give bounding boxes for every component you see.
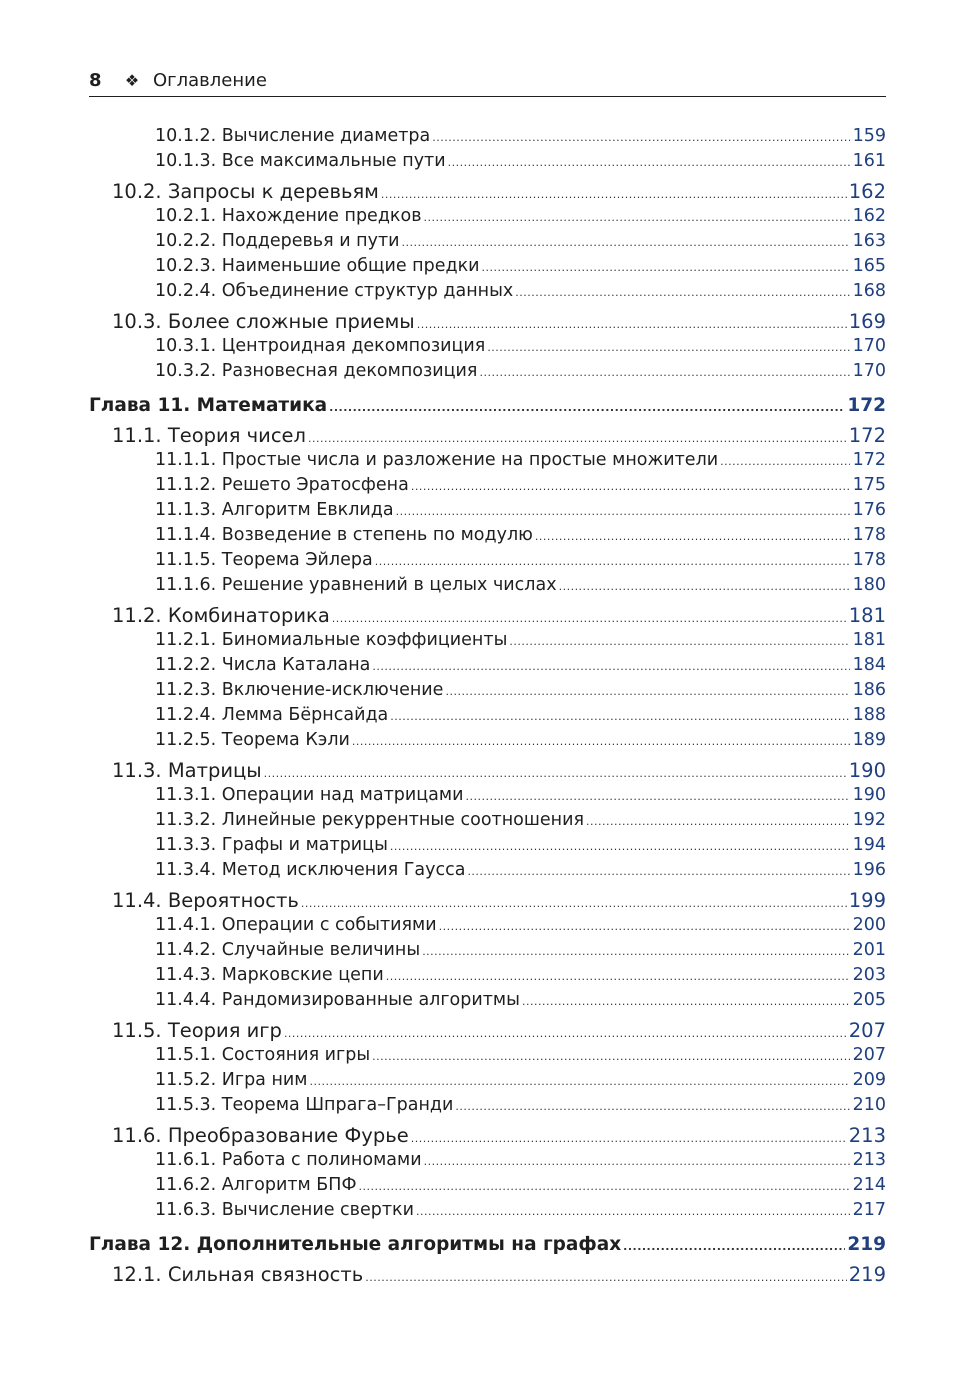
toc-entry-section <box>89 758 886 783</box>
toc-entry-sub <box>89 988 886 1013</box>
toc-page-number: 162 <box>852 206 886 226</box>
toc-entry-sub <box>89 938 886 963</box>
toc-page-number: 169 <box>848 310 886 333</box>
dot-leader <box>329 395 845 420</box>
toc-entry-sub <box>89 808 886 833</box>
toc-entry-sub <box>89 573 886 598</box>
toc-page-number: 200 <box>852 915 886 935</box>
toc-entry-title: 11.5.1. Состояния игры <box>155 1045 371 1065</box>
toc-entry-title: 11.6.2. Алгоритм БПФ <box>155 1175 357 1195</box>
toc-entry-sub <box>89 229 886 254</box>
toc-page-number: 194 <box>852 835 886 855</box>
toc-entry-section <box>89 888 886 913</box>
toc-entry-title: 10.3.1. Центроидная декомпозиция <box>155 336 486 356</box>
toc-entry-title: 11.3.2. Линейные рекуррентные соотношения <box>155 810 584 830</box>
toc-entry-title: 11.4. Вероятность <box>112 889 299 912</box>
toc-entry-sub <box>89 628 886 653</box>
toc-page-number: 186 <box>852 680 886 700</box>
toc-page-number: 180 <box>852 575 886 595</box>
toc-page-number: 165 <box>852 256 886 276</box>
dot-leader <box>396 499 850 524</box>
toc-entry-sub <box>89 448 886 473</box>
toc-page-number: 181 <box>852 630 886 650</box>
toc-page-number: 172 <box>847 395 886 416</box>
toc-entry-title: 10.2.1. Нахождение предков <box>155 206 422 226</box>
toc-entry-title: 11.1.5. Теорема Эйлера <box>155 550 373 570</box>
toc-page-number: 168 <box>852 281 886 301</box>
dot-leader <box>411 1126 847 1151</box>
toc-entry-title: 11.5.2. Игра ним <box>155 1070 308 1090</box>
toc-entry-title: 10.3. Более сложные приемы <box>112 310 415 333</box>
dot-leader <box>559 574 850 599</box>
page-number: 8 <box>89 70 102 91</box>
toc-page-number: 176 <box>852 500 886 520</box>
dot-leader <box>522 989 850 1014</box>
toc-entry-title: 11.1.6. Решение уравнений в целых числах <box>155 575 557 595</box>
toc-entry-sub <box>89 473 886 498</box>
dot-leader <box>439 914 850 939</box>
dot-leader <box>372 1044 850 1069</box>
dot-leader <box>479 360 850 385</box>
toc-entry-title: 11.6.3. Вычисление свертки <box>155 1200 414 1220</box>
dot-leader <box>586 809 850 834</box>
toc-page-number: 163 <box>852 231 886 251</box>
dot-leader <box>482 255 850 280</box>
dot-leader <box>467 859 850 884</box>
running-header <box>89 70 886 97</box>
dot-leader <box>422 939 850 964</box>
dot-leader <box>535 524 850 549</box>
dot-leader <box>416 1199 850 1224</box>
dot-leader <box>487 335 850 360</box>
toc-entry-title: 11.1.4. Возведение в степень по модулю <box>155 525 533 545</box>
toc-entry-sub <box>89 359 886 384</box>
dot-leader <box>309 1069 850 1094</box>
dot-leader <box>432 125 850 150</box>
toc-entry-title: 11.2.5. Теорема Кэли <box>155 730 350 750</box>
dot-leader <box>445 679 850 704</box>
dot-leader <box>375 549 850 574</box>
toc-page-number: 219 <box>848 1263 886 1286</box>
toc-page-number: 189 <box>852 730 886 750</box>
toc-entry-title: 11.4.3. Марковские цепи <box>155 965 384 985</box>
toc-page-number: 181 <box>848 604 886 627</box>
dot-leader <box>424 1149 850 1174</box>
toc-entry-sub <box>89 334 886 359</box>
toc-entry-title: 11.2. Комбинаторика <box>112 604 330 627</box>
toc-entry-section <box>89 309 886 334</box>
toc-entry-title: 10.2. Запросы к деревьям <box>112 180 379 203</box>
dot-leader <box>448 150 850 175</box>
toc-entry-title: 11.3.4. Метод исключения Гаусса <box>155 860 466 880</box>
ornament-icon: ❖ <box>124 71 140 90</box>
toc-page-number: 213 <box>848 1124 886 1147</box>
toc-entry-title: 11.1.2. Решето Эратосфена <box>155 475 409 495</box>
toc-page-number: 178 <box>852 525 886 545</box>
dot-leader <box>515 280 850 305</box>
toc-page-number: 188 <box>852 705 886 725</box>
toc-entry-sub <box>89 149 886 174</box>
toc-entry-sub <box>89 858 886 883</box>
table-of-contents <box>89 124 886 1287</box>
toc-entry-title: 11.2.2. Числа Каталана <box>155 655 371 675</box>
toc-entry-title: 11.4.4. Рандомизированные алгоритмы <box>155 990 520 1010</box>
toc-entry-sub <box>89 279 886 304</box>
toc-entry-title: 11.3.3. Графы и матрицы <box>155 835 388 855</box>
dot-leader <box>623 1234 845 1259</box>
toc-page-number: 190 <box>848 759 886 782</box>
dot-leader <box>352 729 850 754</box>
toc-page-number: 192 <box>852 810 886 830</box>
toc-entry-sub <box>89 1043 886 1068</box>
toc-entry-sub <box>89 254 886 279</box>
toc-page-number: 172 <box>852 450 886 470</box>
toc-page-number: 213 <box>852 1150 886 1170</box>
toc-entry-section <box>89 1262 886 1287</box>
dot-leader <box>509 629 850 654</box>
toc-entry-title: 11.2.3. Включение-исключение <box>155 680 444 700</box>
toc-page-number: 172 <box>848 424 886 447</box>
toc-page-number: 205 <box>852 990 886 1010</box>
toc-page-number: 207 <box>852 1045 886 1065</box>
toc-entry-chapter <box>89 393 886 418</box>
toc-entry-sub <box>89 204 886 229</box>
dot-leader <box>359 1174 850 1199</box>
dot-leader <box>390 834 850 859</box>
dot-leader <box>465 784 850 809</box>
toc-page-number: 190 <box>852 785 886 805</box>
toc-entry-sub <box>89 703 886 728</box>
toc-entry-title: Глава 11. Математика <box>89 395 328 416</box>
toc-entry-sub <box>89 728 886 753</box>
toc-entry-sub <box>89 653 886 678</box>
toc-entry-sub <box>89 913 886 938</box>
dot-leader <box>365 1265 847 1290</box>
toc-entry-sub <box>89 963 886 988</box>
toc-entry-sub <box>89 833 886 858</box>
toc-page-number: 196 <box>852 860 886 880</box>
dot-leader <box>386 964 850 989</box>
toc-page-number: 159 <box>852 126 886 146</box>
toc-entry-title: 11.4.1. Операции с событиями <box>155 915 437 935</box>
toc-entry-chapter <box>89 1232 886 1257</box>
dot-leader <box>411 474 850 499</box>
toc-entry-title: 11.1.3. Алгоритм Евклида <box>155 500 394 520</box>
dot-leader <box>402 230 850 255</box>
toc-entry-title: 11.1.1. Простые числа и разложение на простые множители <box>155 450 719 470</box>
dot-leader <box>424 205 850 230</box>
toc-entry-section <box>89 1123 886 1148</box>
toc-entry-title: 11.3.1. Операции над матрицами <box>155 785 464 805</box>
toc-entry-title: 11.6.1. Работа с полиномами <box>155 1150 422 1170</box>
toc-entry-sub <box>89 1093 886 1118</box>
toc-entry-sub <box>89 523 886 548</box>
toc-entry-title: 10.1.3. Все максимальные пути <box>155 151 446 171</box>
dot-leader <box>720 449 850 474</box>
toc-entry-title: 10.2.3. Наименьшие общие предки <box>155 256 480 276</box>
dot-leader <box>381 182 847 207</box>
toc-entry-section <box>89 603 886 628</box>
toc-entry-sub <box>89 498 886 523</box>
toc-entry-title: 11.1. Теория чисел <box>112 424 307 447</box>
dot-leader <box>455 1094 850 1119</box>
toc-page-number: 203 <box>852 965 886 985</box>
toc-entry-title: Глава 12. Дополнительные алгоритмы на графах <box>89 1234 622 1255</box>
toc-page-number: 199 <box>848 889 886 912</box>
toc-entry-title: 10.2.4. Объединение структур данных <box>155 281 514 301</box>
toc-page-number: 170 <box>852 336 886 356</box>
toc-entry-sub <box>89 1068 886 1093</box>
toc-page-number: 184 <box>852 655 886 675</box>
dot-leader <box>390 704 850 729</box>
toc-page-number: 178 <box>852 550 886 570</box>
toc-entry-title: 11.3. Матрицы <box>112 759 262 782</box>
toc-page-number: 201 <box>852 940 886 960</box>
toc-entry-title: 10.2.2. Поддеревья и пути <box>155 231 400 251</box>
toc-entry-title: 11.6. Преобразование Фурье <box>112 1124 409 1147</box>
toc-entry-section <box>89 179 886 204</box>
toc-page-number: 162 <box>848 180 886 203</box>
toc-entry-sub <box>89 548 886 573</box>
dot-leader <box>372 654 850 679</box>
toc-entry-title: 10.3.2. Разновесная декомпозиция <box>155 361 478 381</box>
toc-entry-sub <box>89 124 886 149</box>
toc-entry-sub <box>89 678 886 703</box>
toc-entry-section <box>89 423 886 448</box>
toc-page-number: 209 <box>852 1070 886 1090</box>
toc-page-number: 170 <box>852 361 886 381</box>
toc-entry-sub <box>89 783 886 808</box>
toc-page-number: 217 <box>852 1200 886 1220</box>
toc-page-number: 161 <box>852 151 886 171</box>
toc-entry-title: 11.5.3. Теорема Шпрага–Гранди <box>155 1095 454 1115</box>
toc-page-number: 214 <box>852 1175 886 1195</box>
toc-entry-sub <box>89 1148 886 1173</box>
toc-entry-title: 12.1. Сильная связность <box>112 1263 364 1286</box>
toc-entry-title: 11.2.4. Лемма Бёрнсайда <box>155 705 389 725</box>
toc-entry-sub <box>89 1173 886 1198</box>
toc-page-number: 175 <box>852 475 886 495</box>
toc-page-number: 207 <box>848 1019 886 1042</box>
toc-entry-title: 10.1.2. Вычисление диаметра <box>155 126 431 146</box>
toc-page-number: 210 <box>852 1095 886 1115</box>
toc-entry-section <box>89 1018 886 1043</box>
toc-entry-title: 11.2.1. Биномиальные коэффициенты <box>155 630 508 650</box>
toc-entry-title: 11.4.2. Случайные величины <box>155 940 421 960</box>
toc-page-number: 219 <box>847 1234 886 1255</box>
toc-entry-sub <box>89 1198 886 1223</box>
running-title: Оглавление <box>153 70 267 91</box>
toc-entry-title: 11.5. Теория игр <box>112 1019 282 1042</box>
